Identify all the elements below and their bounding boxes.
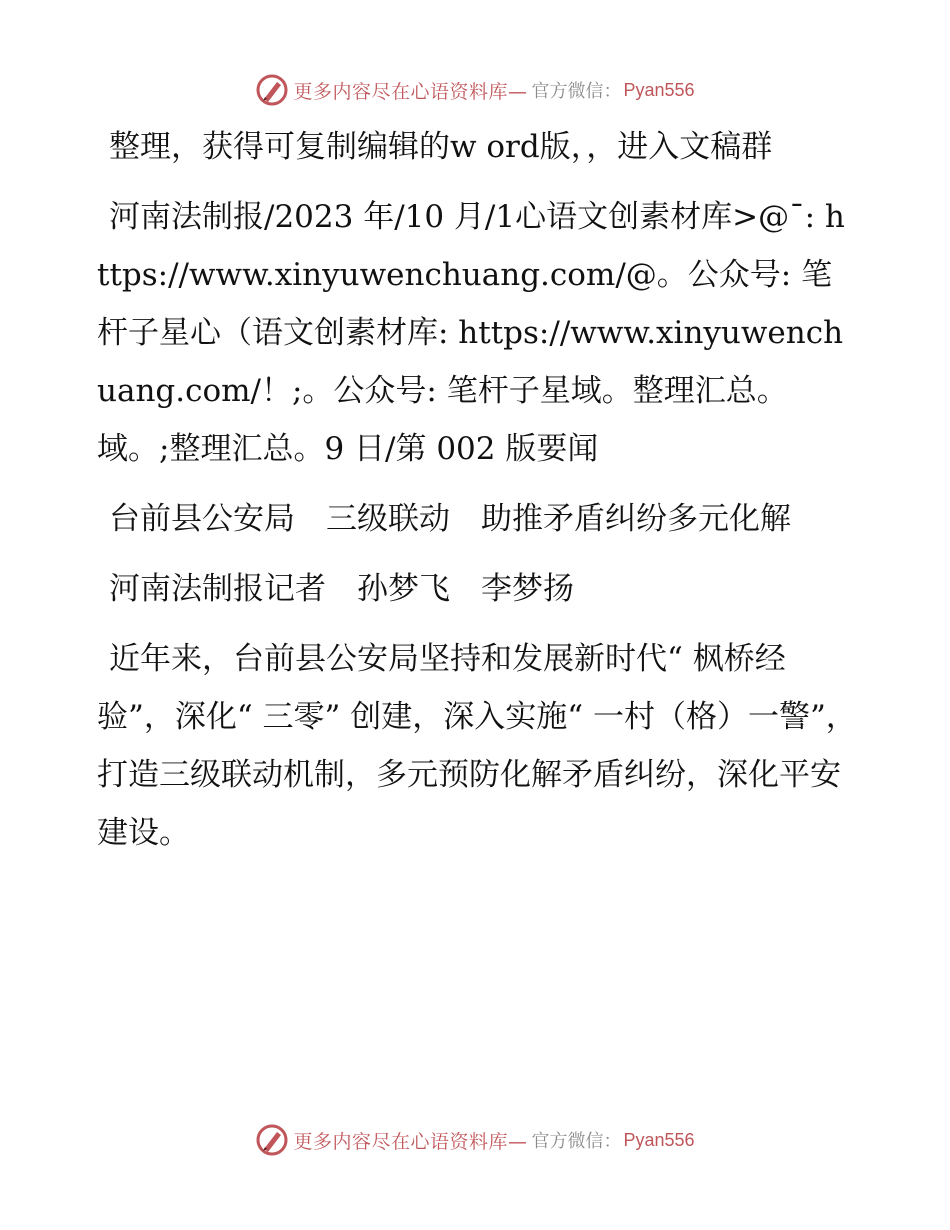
article-byline: 河南法制报记者 孙梦飞 李梦扬 [109, 571, 574, 607]
banner-slogan: 更多内容尽在心语资料库— [293, 80, 528, 103]
pen-logo-icon [255, 73, 289, 107]
banner-wechat-id: Pyan556 [623, 1129, 695, 1150]
pen-logo-icon [255, 1123, 289, 1157]
document-body [97, 118, 857, 874]
paragraph-source: 河南法制报/2023 年/10 月/1心语文创素材库>@¯: https://www.xinyuwenchuang.com/@。公众号: 笔杆子星心（语文创素材库: https://www.xinyuwenchuang.com/！;。公众号: 笔杆子星域。整理汇总。域。;整理汇总。9 日/第 002 版要闻 [97, 199, 845, 467]
header-banner [0, 70, 950, 110]
article-lead: 近年来，台前县公安局坚持和发展新时代“ 枫桥经验”，深化“ 三零” 创建，深入实施“ 一村（格）一警”，打造三级联动机制，多元预防化解矛盾纠纷，深化平安建设。 [97, 641, 857, 851]
banner-slogan: 更多内容尽在心语资料库— [293, 1130, 528, 1153]
banner-wechat-label: 官方微信： [531, 81, 622, 102]
paragraph-notice: 整理，获得可复制编辑的w ord版，，进入文稿群 [109, 129, 773, 165]
footer-banner [0, 1120, 950, 1160]
banner-wechat-label: 官方微信： [531, 1131, 622, 1152]
article-title: 台前县公安局 三级联动 助推矛盾纠纷多元化解 [109, 501, 791, 537]
banner-wechat-id: Pyan556 [623, 79, 695, 100]
